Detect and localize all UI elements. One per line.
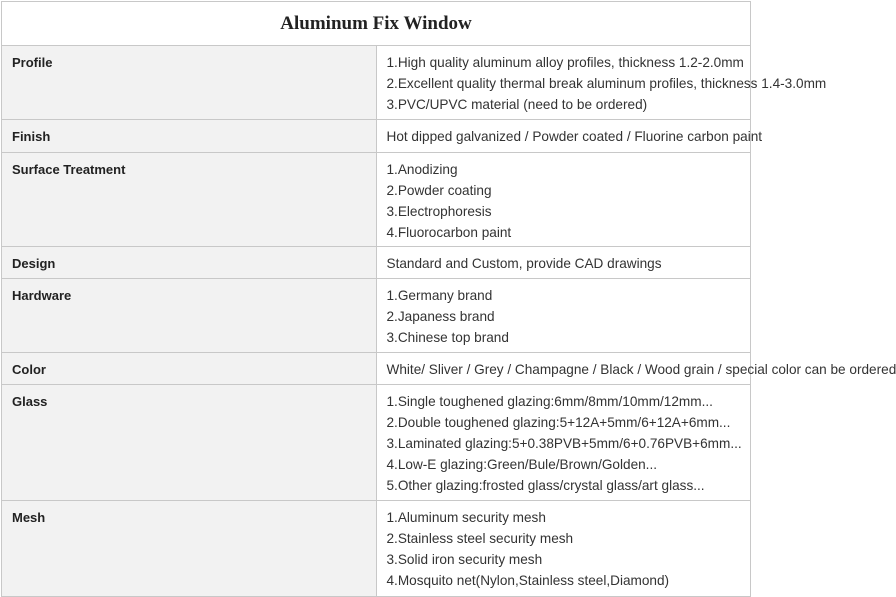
spec-row-profile [2, 46, 751, 120]
row-label-design: Design [2, 247, 377, 279]
mesh-line-2: 2.Stainless steel security mesh [386, 531, 574, 546]
row-label-finish: Finish [2, 120, 377, 153]
surface-line-1: 1.Anodizing [386, 162, 458, 177]
glass-line-2: 2.Double toughened glazing:5+12A+5mm/6+12A+6mm... [386, 415, 731, 430]
row-value-finish [376, 120, 763, 153]
title-row [2, 2, 751, 46]
mesh-line-3: 3.Solid iron security mesh [386, 552, 543, 567]
mesh-line-4: 4.Mosquito net(Nylon,Stainless steel,Diamond) [386, 573, 670, 588]
spec-row-glass [2, 385, 751, 501]
spec-row-hardware [2, 279, 751, 353]
profile-line-1: 1.High quality aluminum alloy profiles, thickness 1.2-2.0mm [386, 55, 744, 70]
spec-table [1, 1, 896, 597]
surface-line-2: 2.Powder coating [386, 183, 492, 198]
row-label-mesh: Mesh [2, 501, 377, 597]
spec-row-color [2, 353, 751, 385]
row-label-surface-treatment: Surface Treatment [2, 153, 377, 247]
row-value-surface-treatment [376, 153, 751, 247]
finish-line-1: Hot dipped galvanized / Powder coated / Fluorine carbon paint [386, 129, 763, 144]
row-value-profile [376, 46, 827, 120]
design-line-1: Standard and Custom, provide CAD drawings [386, 256, 662, 271]
spec-row-finish [2, 120, 751, 153]
spec-row-surface-treatment [2, 153, 751, 247]
surface-line-3: 3.Electrophoresis [386, 204, 492, 219]
row-label-color: Color [2, 353, 377, 385]
glass-line-1: 1.Single toughened glazing:6mm/8mm/10mm/12mm... [386, 394, 713, 409]
table-title: Aluminum Fix Window [2, 2, 751, 46]
row-value-glass [376, 385, 751, 501]
spec-row-mesh [2, 501, 751, 597]
spec-row-design [2, 247, 751, 279]
glass-line-4: 4.Low-E glazing:Green/Bule/Brown/Golden... [386, 457, 658, 472]
row-label-hardware: Hardware [2, 279, 377, 353]
hardware-line-2: 2.Japaness brand [386, 309, 495, 324]
hardware-line-3: 3.Chinese top brand [386, 330, 509, 345]
row-label-profile: Profile [2, 46, 377, 120]
glass-line-5: 5.Other glazing:frosted glass/crystal glass/art glass... [386, 478, 705, 493]
hardware-line-1: 1.Germany brand [386, 288, 493, 303]
row-value-hardware [376, 279, 751, 353]
profile-line-3: 3.PVC/UPVC material (need to be ordered) [386, 97, 648, 112]
row-value-mesh [376, 501, 751, 597]
mesh-line-1: 1.Aluminum security mesh [386, 510, 546, 525]
row-label-glass: Glass [2, 385, 377, 501]
row-value-design [376, 247, 751, 279]
profile-line-2: 2.Excellent quality thermal break aluminum profiles, thickness 1.4-3.0mm [386, 76, 827, 91]
row-value-color [376, 353, 896, 385]
color-line-1: White/ Sliver / Grey / Champagne / Black / Wood grain / special color can be ordered [386, 362, 896, 377]
glass-line-3: 3.Laminated glazing:5+0.38PVB+5mm/6+0.76PVB+6mm... [386, 436, 742, 451]
surface-line-4: 4.Fluorocarbon paint [386, 225, 512, 240]
